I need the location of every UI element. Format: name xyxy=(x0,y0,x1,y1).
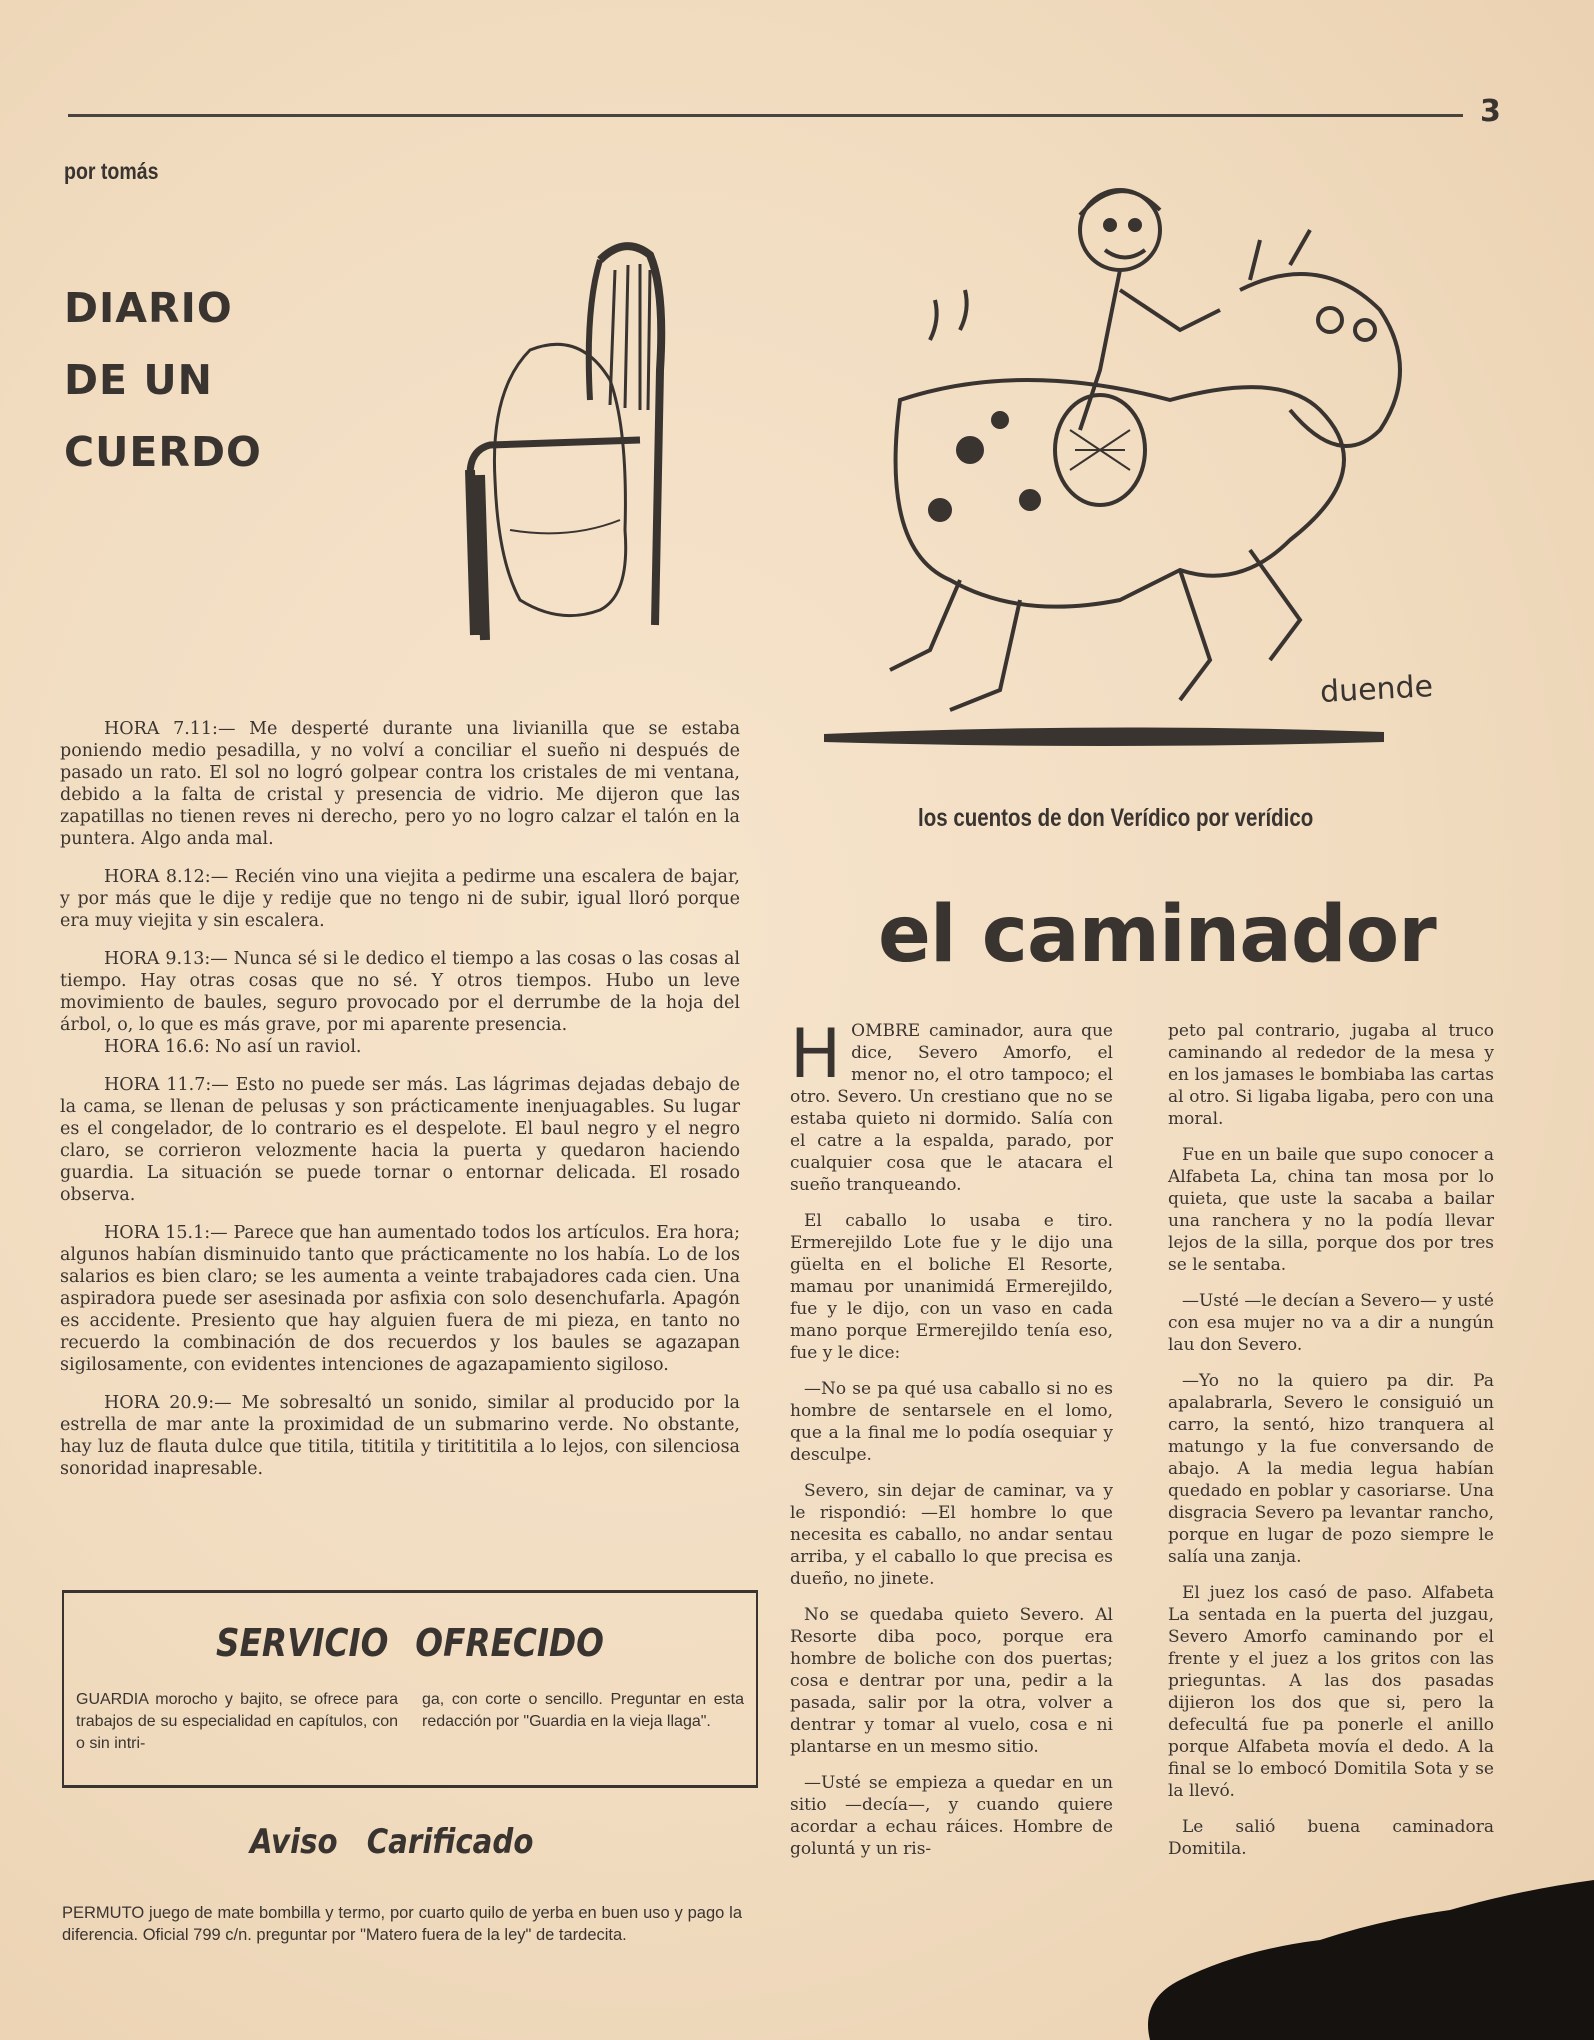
story-paragraph: Severo, sin dejar de caminar, va y le rispondió: —El hombre lo que necesita es caballo, no andar sentau arriba, y el caballo lo que precisa es dueño, no jinete. xyxy=(790,1481,1113,1589)
story-paragraph: —Usté se empieza a quedar en un sitio —decía—, y cuando quiere acordar a echau ráices. Hombre de goluntá y un ris- xyxy=(790,1773,1113,1859)
diary-title-line-1: DIARIO xyxy=(64,284,233,332)
diary-entry: HORA 20.9:— Me sobresaltó un sonido, similar al producido por la estrella de mar ante la proximidad de un submarino verde. No obstante, hay luz de flauta dulce que titila, tititila y tiritititila a lo lejos, con silenciosa sonoridad inapresable. xyxy=(60,1393,740,1479)
diary-title xyxy=(64,272,262,488)
aviso-text: PERMUTO juego de mate bombilla y termo, por cuarto quilo de yerba en buen uso y pago la diferencia. Oficial 799 c/n. preguntar por "Matero fuera de la ley" de tardecita. xyxy=(62,1904,742,1944)
servicio-col-1: GUARDIA morocho y bajito, se ofrece para trabajos de su especialidad en capítulos, con o sin intri- xyxy=(76,1691,398,1752)
diary-title-line-2: DE UN xyxy=(64,356,213,404)
story-title: el caminador xyxy=(878,890,1436,980)
story-paragraph: El juez los casó de paso. Alfabeta La sentada en la puerta del juzgau, Severo Amorfo caminando por el frente y el juez a los gritos con las prieguntas. A las dos pasadas dijieron los dos que si, pero la defecultá fue pa ponerle el anillo porque Alfabeta movía el dedo. A la final se lo embocó Domitila Sota y se la llevó. xyxy=(1168,1583,1494,1801)
diary-entry: HORA 16.6: No así un raviol. xyxy=(104,1037,362,1057)
story-paragraph: No se quedaba quieto Severo. Al Resorte diba poco, porque era hombre de boliche con dos puertas; cosa e dentrar por una, pedir a la pasada, salir por la otra, volver a dentrar y tomar al vuelo, cosa e ni plantarse en un mesmo sitio. xyxy=(790,1605,1113,1757)
story-paragraph: —Yo no la quiero pa dir. Pa apalabrarla, Severo le consiguió un carro, la sentó, hizo tranquera al matungo y la fue conversando de abajo. A la media legua habían quedado en poblar y casoriarse. Una disgracia Severo pa levantar rancho, porque en lugar de pozo siempre le salía una zanja. xyxy=(1168,1371,1494,1567)
servicio-col-2: ga, con corte o sencillo. Preguntar en esta redacción por "Guardia en la vieja llaga". xyxy=(422,1691,744,1730)
story-paragraph: —Usté —le decían a Severo— y usté con esa mujer no va a dir a nungún lau don Severo. xyxy=(1168,1291,1494,1355)
top-rule xyxy=(68,114,1463,117)
story-paragraph xyxy=(790,1015,1113,1196)
byline: por tomás xyxy=(64,158,159,184)
page-number: 3 xyxy=(1480,94,1501,129)
diary-entry: HORA 11.7:— Esto no puede ser más. Las lágrimas dejadas debajo de la cama, se llenan de pelusas y son prácticamente inenjuagables. Su lugar es el congelador, de lo contrario es el despelote. El baul negro y el negro claro, se corrieron velozmente hacia la puerta y quedaron haciendo guardia. La situación se puede tornar o entornar delicada. El rosado observa. xyxy=(60,1075,740,1205)
story-paragraph: peto pal contrario, jugaba al truco caminando al rededor de la mesa y en los jamases le bombiaba las cartas al otro. Si ligaba ligaba, pero con una moral. xyxy=(1168,1021,1494,1129)
story-paragraph-text: OMBRE caminador, aura que dice, Severo Amorfo, el menor no, el otro tampoco; el otro. Severo. Un crestiano que no se estaba quieto ni dormido. Salía con el catre a la espalda, parado, por cualquier cosa que le atacara el sueño tranqueando. xyxy=(790,1021,1113,1195)
diary-entry: HORA 9.13:— Nunca sé si le dedico el tiempo a las cosas o las cosas al tiempo. Hay otras cosas que no sé. Y otros tiempos. Hubo un leve movimiento de baules, seguro provocado por el derrumbe de la hoja del árbol, o, lo que es más grave, por mi aparente presencia. xyxy=(60,949,740,1035)
diary-entry: HORA 8.12:— Recién vino una viejita a pedirme una escalera de bajar, y por más que le dije y redije que no tengo ni de subir, igual lloró porque era muy viejita y sin escalera. xyxy=(60,867,740,931)
story-paragraph: —No se pa qué usa caballo si no es hombre de sentarsele en el lomo, que a la final me lo podía osequiar y desculpe. xyxy=(790,1379,1113,1465)
diary-body xyxy=(60,718,740,1496)
aviso-title: Aviso Carificado xyxy=(250,1822,534,1862)
story-column-2 xyxy=(1168,1020,1494,1874)
illustration-signature: duende xyxy=(1319,669,1434,710)
torn-corner xyxy=(1120,1880,1594,2040)
story-paragraph: Fue en un baile que supo conocer a Alfabeta La, china tan mosa por lo quieta, que uste la sacaba a bailar una ranchera y no la podía llevar lejos de la silla, porque dos por tres se le sentaba. xyxy=(1168,1145,1494,1275)
story-column-1 xyxy=(790,1015,1113,1874)
servicio-title: SERVICIO OFRECIDO xyxy=(216,1621,604,1665)
story-kicker: los cuentos de don Verídico por verídico xyxy=(918,804,1314,832)
servicio-ofrecido-box xyxy=(62,1590,758,1788)
story-dropcap: H xyxy=(790,1015,842,1094)
diary-entry: HORA 7.11:— Me desperté durante una livianilla que se estaba poniendo medio pesadilla, y no volví a conciliar el sueño ni después de pasado un rato. El sol no logró golpear contra los cristales de mi ventana, debido a la falta de cristal y presencia de vidrio. Me dijeron que las zapatillas no tienen reves ni derecho, pero yo no logro calzar el talón en la puntera. Algo anda mal. xyxy=(60,719,740,849)
chair-illustration xyxy=(450,230,710,650)
story-paragraph: El caballo lo usaba e tiro. Ermerejildo Lote fue y le dijo una güelta en el boliche El Resorte, mamau por unanimidá Ermerejildo, fue y le dijo, con un vaso en cada mano porque Ermerejildo tenía eso, fue y le dice: xyxy=(790,1211,1113,1363)
ground-strip xyxy=(824,722,1384,750)
servicio-text xyxy=(76,1689,744,1755)
diary-title-line-3: CUERDO xyxy=(64,428,262,476)
story-paragraph: Le salió buena caminadora Domitila. xyxy=(1168,1817,1494,1859)
diary-entry: HORA 15.1:— Parece que han aumentado todos los artículos. Era hora; algunos habían disminuido tanto que prácticamente no los había. Lo de los salarios es bien claro; se les aumenta a veinte trabajadores cada cien. Una aspiradora puede ser asesinada por asfixia con solo desenchufarla. Apagón es accidente. Presiento que hay alguien fuera de mi pieza, en tanto no recuerdo la combinación de dos recuerdos y los baules se agazapan sigilosamente, con evidentes intenciones de agazapamiento sigiloso. xyxy=(60,1223,740,1375)
